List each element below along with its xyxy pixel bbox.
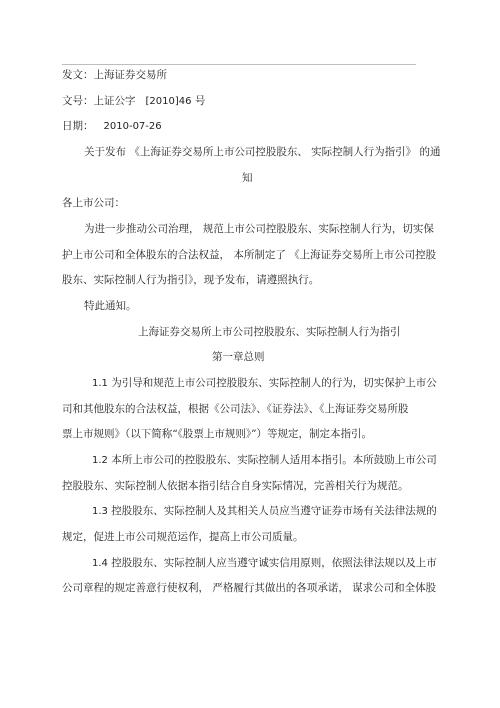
docno-suffix: 号 — [194, 95, 206, 107]
guide-title: 上海证券交易所上市公司控股股东、实际控制人行为指引 — [138, 326, 401, 338]
notice-body-line-3: 股东、实际控制人行为指引》，现予发布，请遵照执行。 — [62, 274, 320, 286]
notice-title-line-2: 知 — [242, 172, 253, 184]
article-number: 1.1 — [92, 378, 108, 389]
sender-value: 上海证券交易所 — [93, 69, 167, 81]
sender-label: 发文： — [62, 69, 94, 81]
chapter-title: 第一章总则 — [212, 351, 265, 363]
docno-label: 文号： — [62, 95, 94, 107]
header-divider — [62, 64, 416, 65]
docno-number: [2010]46 — [145, 96, 192, 107]
article-number: 1.4 — [92, 558, 108, 569]
notice-title-line-1: 关于发布 《上海证券交易所上市公司控股股东、 实际控制人行为指引》 的通 — [84, 146, 441, 158]
date-label: 日期： — [62, 120, 94, 132]
article-1-1-line-3: 票上市规则》（以下简称“《股票上市规则》”）等规定，制定本指引。 — [62, 428, 372, 440]
article-1-1-line-1: 1.1 为引导和规范上市公司控股股东、实际控制人的行为，切实保护上市公 — [92, 377, 437, 389]
article-1-2-line-1: 1.2 本所上市公司的控股股东、实际控制人适用本指引。本所鼓励上市公司 — [92, 454, 437, 466]
docno-prefix: 上证公字 — [93, 95, 136, 107]
article-1-4-line-2: 公司章程的规定善意行使权利， 严格履行其做出的各项承诺， 谋求公司和全体股 — [62, 582, 437, 594]
date-line — [62, 119, 162, 134]
docno-line — [62, 94, 205, 109]
notice-body-line-2: 护上市公司和全体股东的合法权益， 本所制定了 《上海证券交易所上市公司控股 — [62, 249, 437, 261]
article-1-4-line-1: 1.4 控股股东、实际控制人应当遵守诚实信用原则，依照法律法规以及上市 — [92, 557, 437, 569]
sender-line — [62, 68, 167, 82]
article-number: 1.2 — [92, 455, 108, 466]
notice-body-line-1: 为进一步推动公司治理， 规范上市公司控股股东、实际控制人行为，切实保 — [84, 223, 434, 235]
salutation: 各上市公司： — [62, 197, 125, 209]
article-1-3-line-2: 规定，促进上市公司规范运作，提高上市公司质量。 — [62, 531, 304, 543]
date-value: 2010-07-26 — [103, 121, 162, 132]
article-1-3-line-1: 1.3 控股股东、实际控制人及其相关人员应当遵守证券市场有关法律法规的 — [92, 505, 437, 517]
article-1-2-line-2: 控股股东、实际控制人依据本指引结合自身实际情况，完善相关行为规范。 — [62, 480, 409, 492]
article-1-1-line-2: 司和其他股东的合法权益，根据《公司法》、《证券法》、《上海证券交易所股 — [62, 403, 409, 415]
closing: 特此通知。 — [84, 300, 137, 312]
article-number: 1.3 — [92, 506, 108, 517]
